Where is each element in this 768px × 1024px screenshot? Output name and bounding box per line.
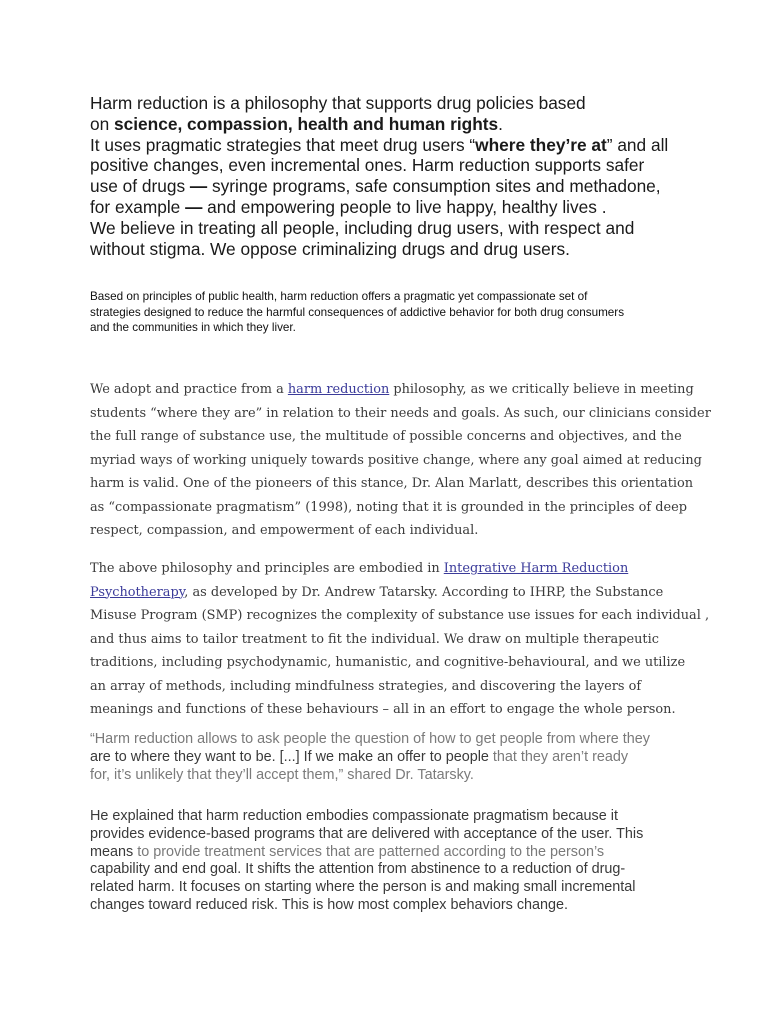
intro-line-6 xyxy=(90,197,710,218)
intro-text: for example xyxy=(90,196,186,217)
intro-line-1 xyxy=(90,93,710,114)
intro-paragraph xyxy=(90,93,710,259)
para2-line-6: an array of methods, including mindfulness strategies, and discovering the layers of xyxy=(90,678,642,694)
intro-line-8 xyxy=(90,239,710,260)
para3-line-3 xyxy=(90,844,690,862)
intro-text: use of drugs xyxy=(90,176,190,197)
intro-line-7 xyxy=(90,218,710,239)
ihrp-link[interactable]: Integrative Harm Reduction xyxy=(443,561,629,576)
para2-line-4: and thus aims to tailor treatment to fit the individual. We draw on multiple therapeutic xyxy=(90,631,659,647)
quote-line-3: for, it’s unlikely that they’ll accept them,” shared Dr. Tatarsky. xyxy=(90,766,474,783)
quote-text: are to where they want to be. [...] If we make an offer to people xyxy=(90,748,489,765)
intro-line-2 xyxy=(90,114,710,135)
em-dash: — xyxy=(185,196,203,217)
intro-text: Harm reduction is a philosophy that supports drug policies based xyxy=(90,93,586,113)
para2-text: , as developed by Dr. Andrew Tatarsky. According to IHRP, the Substance xyxy=(184,584,664,600)
tatarsky-quote xyxy=(90,731,690,784)
para1-text: philosophy, as we critically believe in meeting xyxy=(389,382,694,397)
para3-line-2: provides evidence-based programs that are delivered with acceptance of the user. This xyxy=(90,825,644,842)
intro-text: positive changes, even incremental ones. Harm reduction supports safer xyxy=(90,155,645,176)
intro-text: . xyxy=(498,113,503,134)
para1-line-3: the full range of substance use, the multitude of possible concerns and objectives, and the xyxy=(90,429,682,444)
para1-line-4: myriad ways of working uniquely towards positive change, where any goal aimed at reducing xyxy=(90,452,702,468)
para2-line-2 xyxy=(90,581,690,605)
intro-text: syringe programs, safe consumption sites and methadone, xyxy=(207,176,661,197)
para2-line-1 xyxy=(90,557,690,581)
para3-line-5: related harm. It focuses on starting where the person is and making small incremental xyxy=(90,879,636,896)
intro-line-4 xyxy=(90,155,710,176)
para3-text: means xyxy=(90,843,134,860)
para1-line-5: harm is valid. One of the pioneers of this stance, Dr. Alan Marlatt, describes this orientation xyxy=(90,476,694,491)
philosophy-paragraph xyxy=(90,378,711,543)
para3-line-1: He explained that harm reduction embodies compassionate pragmatism because it xyxy=(90,808,618,824)
para1-line-6: as “compassionate pragmatism” (1998), noting that it is grounded in the principles of deep xyxy=(90,499,688,515)
intro-line-3 xyxy=(90,135,710,156)
ihrp-paragraph xyxy=(90,557,710,722)
intro-text: ” and all xyxy=(606,134,669,155)
para1-line-2: students “where they are” in relation to their needs and goals. As such, our clinicians consider xyxy=(90,405,711,421)
para3-line-6: changes toward reduced risk. This is how most complex behaviors change. xyxy=(90,896,569,913)
para3-line-4: capability and end goal. It shifts the attention from abstinence to a reduction of drug- xyxy=(90,861,626,878)
summary-line-2: strategies designed to reduce the harmful consequences of addictive behavior for both drug consumers xyxy=(90,305,625,319)
em-dash: — xyxy=(189,176,208,197)
summary-line-1: Based on principles of public health, harm reduction offers a pragmatic yet compassionate set of xyxy=(90,290,588,303)
intro-line-5 xyxy=(90,176,710,197)
para2-text: The above philosophy and principles are embodied in xyxy=(90,561,444,576)
para2-line-5: traditions, including psychodynamic, humanistic, and cognitive-behavioural, and we utilize xyxy=(90,655,686,670)
harm-reduction-link[interactable]: harm reduction xyxy=(287,382,390,397)
intro-bold-phrase: where they’re at xyxy=(475,134,607,155)
para1-text: We adopt and practice from a xyxy=(90,382,288,397)
intro-text: and empowering people to live happy, healthy lives . xyxy=(202,196,607,217)
para1-line-1 xyxy=(90,378,694,402)
para2-line-7: meanings and functions of these behaviours – all in an effort to engage the whole person. xyxy=(90,702,676,717)
pragmatism-paragraph xyxy=(90,808,690,915)
intro-text: on xyxy=(90,113,115,134)
intro-text: We believe in treating all people, including drug users, with respect and xyxy=(90,217,635,238)
intro-text: It uses pragmatic strategies that meet drug users “ xyxy=(90,134,476,155)
quote-text: that they aren’t ready xyxy=(488,748,629,765)
summary-line-3: and the communities in which they liver. xyxy=(90,321,296,335)
ihrp-link-continued[interactable]: Psychotherapy xyxy=(90,584,185,600)
para3-text: to provide treatment services that are patterned according to the person’s xyxy=(133,843,605,860)
summary-paragraph xyxy=(90,289,680,336)
quote-line-2 xyxy=(90,749,690,767)
intro-text: without stigma. We oppose criminalizing drugs and drug users. xyxy=(90,238,570,259)
para1-line-7: respect, compassion, and empowerment of each individual. xyxy=(90,523,479,538)
para2-line-3: Misuse Program (SMP) recognizes the complexity of substance use issues for each individual , xyxy=(90,608,710,623)
quote-line-1: “Harm reduction allows to ask people the question of how to get people from where they xyxy=(90,731,650,747)
intro-bold-values: science, compassion, health and human rights xyxy=(114,113,499,134)
